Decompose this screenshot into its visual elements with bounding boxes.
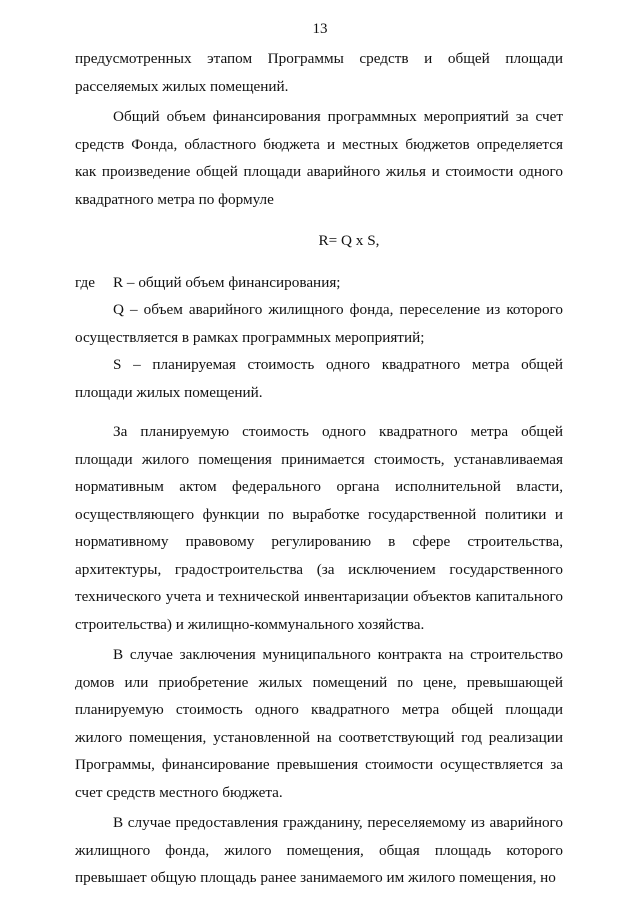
page-number: 13 (312, 21, 328, 37)
definition-r (75, 269, 563, 297)
definition-q: Q – объем аварийного жилищного фонда, переселение из которого осуществляется в рамках программных мероприятий; (75, 301, 563, 346)
formula-definitions (75, 269, 563, 407)
paragraph-financing-volume: Общий объем финансирования программных мероприятий за счет средств Фонда, областного бюджета и местных бюджетов определяется как произведение общей площади аварийного жилья и стоимости одного квадратного метра по формуле (75, 108, 563, 208)
document-body (75, 45, 563, 895)
where-label: где (75, 273, 95, 291)
definition-r-text: R – общий объем финансирования; (113, 273, 341, 291)
paragraph-continuation: предусмотренных этапом Программы средств и общей площади расселяемых жилых помещений. (75, 50, 563, 95)
formula: R= Q x S, (318, 232, 380, 249)
paragraph-municipal-contract: В случае заключения муниципального контракта на строительство домов или приобретение жилых помещений по цене, превышающей планируемую стоимость одного квадратного метра общей площади жилого помещения, установленной на соответствующий год реализации Программы, финансирование превышения стоимости осуществляется за счет средств местного бюджета. (75, 646, 563, 801)
paragraph-planned-cost: За планируемую стоимость одного квадратного метра общей площади жилого помещения принимается стоимость, устанавливаемая нормативным актом федерального органа исполнительной власти, осуществляющего функции по выработке государственной политики и нормативному правовому регулированию в сфере строительства, архитектуры, градостроительства (за исключением государственного технического учета и технической инвентаризации объектов капитального строительства) и жилищно-коммунального хозяйства. (75, 423, 563, 633)
definition-s: S – планируемая стоимость одного квадратного метра общей площади жилых помещений. (75, 356, 563, 401)
paragraph-larger-housing: В случае предоставления гражданину, переселяемому из аварийного жилищного фонда, жилого помещения, общая площадь которого превышает общую площадь ранее занимаемого им жилого помещения, но (75, 814, 563, 886)
